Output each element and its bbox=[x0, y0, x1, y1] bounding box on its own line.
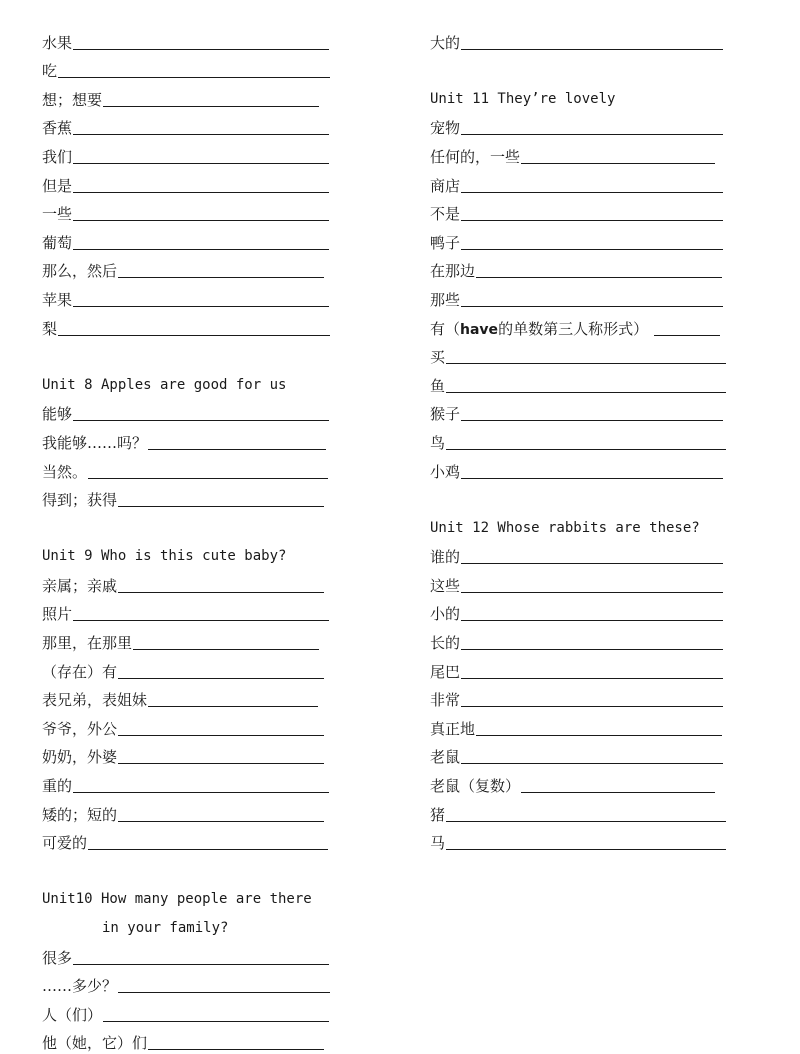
answer-blank[interactable] bbox=[461, 133, 723, 135]
vocab-item bbox=[430, 367, 740, 396]
vocab-term: 小的 bbox=[430, 605, 461, 624]
unit7-word-list bbox=[42, 24, 342, 339]
vocab-term: 奶奶，外婆 bbox=[42, 748, 118, 767]
unit11-heading: Unit 11 They’re lovely bbox=[430, 90, 616, 107]
vocab-term: 爷爷，外公 bbox=[42, 719, 118, 738]
vocab-term: 鸟 bbox=[430, 433, 446, 452]
vocab-term: 猪 bbox=[430, 805, 446, 824]
answer-blank[interactable] bbox=[118, 276, 324, 278]
answer-blank[interactable] bbox=[118, 762, 324, 764]
answer-blank[interactable] bbox=[73, 219, 329, 221]
vocab-item bbox=[42, 710, 342, 739]
vocab-item bbox=[42, 281, 342, 310]
answer-blank[interactable] bbox=[73, 191, 329, 193]
vocab-item bbox=[430, 196, 740, 225]
answer-blank[interactable] bbox=[461, 305, 723, 307]
vocab-item-have bbox=[430, 310, 740, 339]
vocab-term: 人（们） bbox=[42, 1005, 103, 1024]
vocab-item bbox=[430, 539, 740, 568]
vocab-item bbox=[430, 110, 740, 139]
vocab-term: 这些 bbox=[430, 576, 461, 595]
unit10-heading-line2: in your family? bbox=[102, 920, 229, 936]
right-column bbox=[430, 24, 740, 853]
vocab-item bbox=[430, 739, 740, 768]
vocab-item bbox=[42, 739, 342, 768]
vocab-term: 我们 bbox=[42, 147, 73, 166]
answer-blank[interactable] bbox=[118, 591, 324, 593]
vocab-term: 老鼠 bbox=[430, 748, 461, 767]
answer-blank[interactable] bbox=[73, 305, 329, 307]
vocab-term: ……多少？ bbox=[42, 977, 118, 996]
unit9-section bbox=[42, 539, 342, 854]
vocab-term: 尾巴 bbox=[430, 662, 461, 681]
unit10-heading-line1: Unit10 How many people are there bbox=[42, 891, 312, 908]
answer-blank[interactable] bbox=[118, 820, 324, 822]
answer-blank[interactable] bbox=[118, 734, 324, 736]
vocab-item bbox=[42, 682, 342, 711]
answer-blank[interactable] bbox=[103, 1020, 329, 1022]
vocab-term: 照片 bbox=[42, 605, 73, 624]
answer-blank[interactable] bbox=[58, 76, 330, 78]
vocab-item bbox=[430, 167, 740, 196]
answer-blank[interactable] bbox=[73, 133, 329, 135]
vocab-item bbox=[430, 596, 740, 625]
vocab-item bbox=[430, 624, 740, 653]
answer-blank[interactable] bbox=[73, 619, 329, 621]
vocab-item bbox=[42, 653, 342, 682]
vocab-term: 表兄弟，表姐妹 bbox=[42, 691, 148, 710]
vocab-term-prefix: 有（ bbox=[430, 319, 461, 338]
answer-blank[interactable] bbox=[521, 162, 715, 164]
vocab-item bbox=[430, 138, 740, 167]
vocab-item bbox=[430, 339, 740, 368]
vocab-term: 老鼠（复数） bbox=[430, 777, 521, 796]
left-column bbox=[42, 24, 342, 1053]
vocab-item bbox=[430, 424, 740, 453]
vocab-item bbox=[430, 253, 740, 282]
vocab-item bbox=[42, 968, 342, 997]
vocab-item bbox=[42, 310, 342, 339]
answer-blank[interactable] bbox=[461, 191, 723, 193]
vocab-term: 商店 bbox=[430, 176, 461, 195]
vocab-item bbox=[42, 482, 342, 511]
vocab-term: 当然。 bbox=[42, 462, 88, 481]
answer-blank[interactable] bbox=[461, 705, 723, 707]
answer-blank[interactable] bbox=[133, 648, 319, 650]
vocab-term: 矮的；短的 bbox=[42, 805, 118, 824]
vocab-term: 小鸡 bbox=[430, 462, 461, 481]
vocab-term: 香蕉 bbox=[42, 119, 73, 138]
vocab-term: 马 bbox=[430, 834, 446, 853]
answer-blank[interactable] bbox=[73, 419, 329, 421]
answer-blank[interactable] bbox=[461, 48, 723, 50]
vocab-item bbox=[42, 825, 342, 854]
answer-blank[interactable] bbox=[446, 820, 726, 822]
vocab-term: 亲属；亲戚 bbox=[42, 576, 118, 595]
vocab-term: 得到；获得 bbox=[42, 491, 118, 510]
vocab-term: 葡萄 bbox=[42, 233, 73, 252]
answer-blank[interactable] bbox=[58, 334, 330, 336]
answer-blank[interactable] bbox=[73, 248, 329, 250]
vocab-term: 苹果 bbox=[42, 290, 73, 309]
vocab-term: 能够 bbox=[42, 405, 73, 424]
answer-blank[interactable] bbox=[73, 963, 329, 965]
vocab-item bbox=[42, 224, 342, 253]
vocab-item bbox=[430, 682, 740, 711]
unit8-section bbox=[42, 367, 342, 510]
vocab-item bbox=[42, 996, 342, 1025]
vocab-item bbox=[430, 653, 740, 682]
answer-blank[interactable] bbox=[476, 734, 722, 736]
vocab-item bbox=[430, 453, 740, 482]
vocab-item bbox=[430, 710, 740, 739]
vocab-item bbox=[430, 825, 740, 854]
vocab-term: 那里，在那里 bbox=[42, 634, 133, 653]
vocab-item bbox=[42, 796, 342, 825]
answer-blank[interactable] bbox=[461, 591, 723, 593]
vocab-item bbox=[42, 424, 342, 453]
vocab-item bbox=[42, 138, 342, 167]
answer-blank[interactable] bbox=[118, 505, 324, 507]
answer-blank[interactable] bbox=[461, 248, 723, 250]
vocab-item bbox=[42, 567, 342, 596]
vocab-term: 不是 bbox=[430, 205, 461, 224]
vocab-item bbox=[42, 939, 342, 968]
vocab-term: 长的 bbox=[430, 634, 461, 653]
vocab-term: 梨 bbox=[42, 319, 58, 338]
vocab-term: 买 bbox=[430, 348, 446, 367]
vocab-item bbox=[430, 281, 740, 310]
vocab-term: 谁的 bbox=[430, 548, 461, 567]
vocab-term: 鸭子 bbox=[430, 233, 461, 252]
vocab-term: 在那边 bbox=[430, 262, 476, 281]
vocab-term: 一些 bbox=[42, 205, 73, 224]
vocab-item bbox=[42, 81, 342, 110]
vocab-term: 可爱的 bbox=[42, 834, 88, 853]
answer-blank[interactable] bbox=[446, 448, 726, 450]
vocab-term: 很多 bbox=[42, 948, 73, 967]
answer-blank[interactable] bbox=[73, 791, 329, 793]
vocab-item bbox=[430, 224, 740, 253]
vocab-item bbox=[42, 453, 342, 482]
unit10-section bbox=[42, 882, 342, 1054]
unit12-heading: Unit 12 Whose rabbits are these? bbox=[430, 519, 700, 536]
vocab-item bbox=[430, 767, 740, 796]
unit8-heading: Unit 8 Apples are good for us bbox=[42, 376, 287, 393]
vocab-item bbox=[42, 196, 342, 225]
vocab-item bbox=[430, 24, 740, 53]
unit11-section bbox=[430, 81, 740, 481]
answer-blank[interactable] bbox=[148, 705, 318, 707]
vocab-term: 任何的，一些 bbox=[430, 147, 521, 166]
vocab-term: 我能够……吗？ bbox=[42, 433, 148, 452]
vocab-term: 真正地 bbox=[430, 719, 476, 738]
vocab-term: 想；想要 bbox=[42, 90, 103, 109]
vocab-item bbox=[42, 24, 342, 53]
vocab-item bbox=[42, 53, 342, 82]
answer-blank[interactable] bbox=[446, 391, 726, 393]
unit9-heading: Unit 9 Who is this cute baby? bbox=[42, 548, 287, 565]
vocab-item bbox=[42, 596, 342, 625]
answer-blank[interactable] bbox=[461, 419, 723, 421]
vocab-term-have: have bbox=[460, 321, 499, 338]
answer-blank[interactable] bbox=[446, 848, 726, 850]
vocab-item bbox=[42, 1025, 342, 1054]
vocab-term: 宠物 bbox=[430, 119, 461, 138]
answer-blank[interactable] bbox=[461, 677, 723, 679]
answer-blank[interactable] bbox=[476, 276, 722, 278]
answer-blank[interactable] bbox=[103, 105, 319, 107]
vocab-item bbox=[42, 767, 342, 796]
answer-blank[interactable] bbox=[461, 619, 723, 621]
vocab-term: 吃 bbox=[42, 62, 58, 81]
answer-blank[interactable] bbox=[88, 477, 328, 479]
vocab-item bbox=[430, 796, 740, 825]
answer-blank[interactable] bbox=[461, 562, 723, 564]
vocab-term: 他（她，它）们 bbox=[42, 1034, 148, 1053]
answer-blank[interactable] bbox=[148, 1048, 324, 1050]
answer-blank[interactable] bbox=[73, 48, 329, 50]
vocab-item bbox=[430, 396, 740, 425]
vocab-item bbox=[42, 396, 342, 425]
answer-blank[interactable] bbox=[521, 791, 715, 793]
vocab-term: 鱼 bbox=[430, 376, 446, 395]
vocab-term: 非常 bbox=[430, 691, 461, 710]
vocab-term: 猴子 bbox=[430, 405, 461, 424]
answer-blank[interactable] bbox=[446, 362, 726, 364]
vocab-term: 但是 bbox=[42, 176, 73, 195]
vocab-term: 重的 bbox=[42, 777, 73, 796]
answer-blank[interactable] bbox=[461, 648, 723, 650]
vocab-item bbox=[42, 110, 342, 139]
vocab-term: 那么，然后 bbox=[42, 262, 118, 281]
vocab-term: （存在）有 bbox=[42, 662, 118, 681]
vocab-item bbox=[42, 253, 342, 282]
vocab-term: 水果 bbox=[42, 33, 73, 52]
vocab-term-suffix: 的单数第三人称形式） bbox=[498, 319, 649, 338]
answer-blank[interactable] bbox=[148, 448, 326, 450]
vocab-term: 那些 bbox=[430, 290, 461, 309]
answer-blank[interactable] bbox=[461, 762, 723, 764]
answer-blank[interactable] bbox=[118, 991, 330, 993]
unit12-section bbox=[430, 510, 740, 853]
answer-blank[interactable] bbox=[461, 477, 723, 479]
vocab-term: 大的 bbox=[430, 33, 461, 52]
vocab-item bbox=[42, 624, 342, 653]
answer-blank[interactable] bbox=[88, 848, 328, 850]
vocab-item bbox=[430, 567, 740, 596]
answer-blank[interactable] bbox=[118, 677, 324, 679]
vocab-item bbox=[42, 167, 342, 196]
answer-blank[interactable] bbox=[654, 334, 720, 336]
answer-blank[interactable] bbox=[461, 219, 723, 221]
answer-blank[interactable] bbox=[73, 162, 329, 164]
